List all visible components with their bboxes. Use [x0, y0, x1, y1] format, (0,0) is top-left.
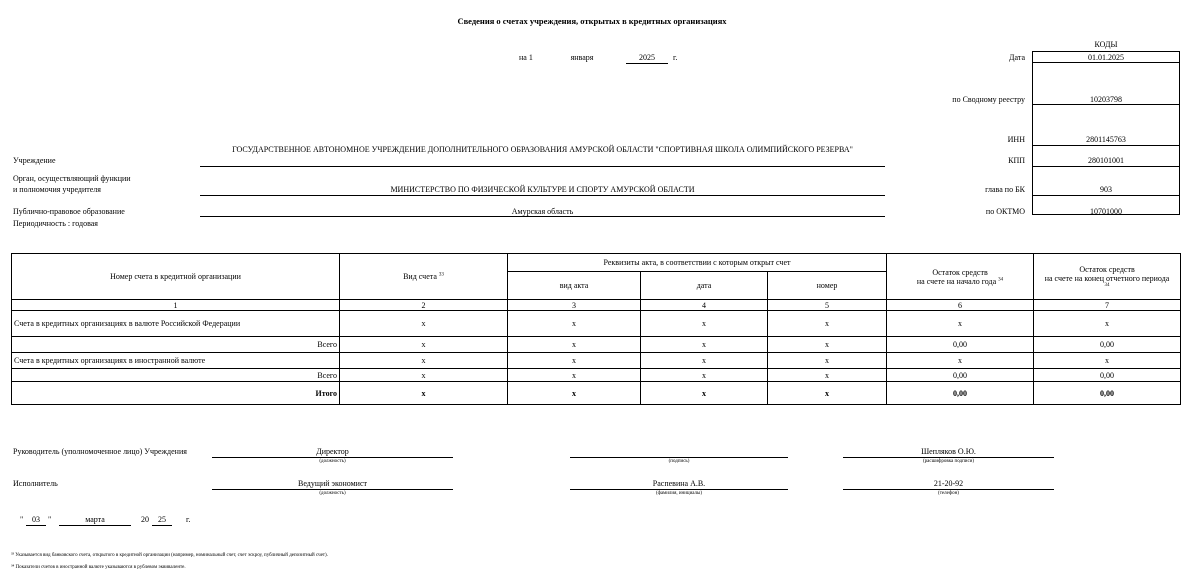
codes-divider	[1032, 166, 1180, 167]
head-position-line	[212, 457, 453, 458]
executor-label: Исполнитель	[13, 479, 58, 488]
executor-position-caption: (должность)	[319, 491, 346, 496]
cell: x	[1034, 353, 1181, 369]
table-row	[12, 337, 1181, 353]
sign-date-quote-close: "	[48, 515, 52, 524]
row-label: Всего	[12, 369, 340, 382]
code-date-label: Дата	[1009, 53, 1025, 62]
head-name-line	[843, 457, 1054, 458]
row-label: Счета в кредитных организациях в валюте Российской Федерации	[12, 311, 340, 337]
cell: x	[508, 382, 641, 405]
organ-value: МИНИСТЕРСТВО ПО ФИЗИЧЕСКОЙ КУЛЬТУРЕ И СПОРТУ АМУРСКОЙ ОБЛАСТИ	[390, 185, 695, 194]
cell: 0,00	[1034, 337, 1181, 353]
ppo-underline	[200, 216, 885, 217]
header-requisites: Реквизиты акта, в соответствии с которым открыт счет	[508, 254, 887, 272]
executor-position: Ведущий экономист	[297, 479, 367, 488]
row-label: Счета в кредитных организациях в иностранной валюте	[12, 353, 340, 369]
cell: x	[1034, 311, 1181, 337]
cell: x	[340, 337, 508, 353]
cell: x	[768, 353, 887, 369]
codes-divider	[1032, 62, 1180, 63]
organ-label-line2: и полномочия учредителя	[13, 185, 101, 194]
sign-date-suffix: г.	[186, 515, 191, 524]
executor-name-caption: (фамилия, инициалы)	[655, 491, 703, 496]
cell: x	[641, 382, 768, 405]
col-num: 2	[340, 300, 508, 311]
cell: x	[768, 311, 887, 337]
sign-date-day: 03	[32, 515, 40, 524]
cell: x	[340, 369, 508, 382]
table-row	[12, 311, 1181, 337]
executor-name-line	[570, 489, 788, 490]
cell: x	[340, 311, 508, 337]
code-kpp-value: 280101001	[1088, 156, 1124, 165]
sign-date-day-line	[26, 525, 46, 526]
date-month: января	[570, 53, 594, 62]
executor-phone: 21-20-92	[933, 479, 964, 488]
cell: x	[641, 337, 768, 353]
head-name: Шепляков О.Ю.	[921, 447, 976, 456]
sign-date-century: 20	[141, 515, 149, 524]
header-account: Номер счета в кредитной организации	[12, 254, 340, 300]
header-begin-balance: Остаток средств на счете на начало года $^{34}$	[887, 254, 1034, 300]
cell: x	[887, 311, 1034, 337]
sign-date-year: 25	[158, 515, 166, 524]
code-inn-value: 2801145763	[1086, 135, 1126, 144]
cell: x	[641, 311, 768, 337]
table-row	[12, 369, 1181, 382]
code-bk-value: 903	[1100, 185, 1112, 194]
cell: x	[641, 353, 768, 369]
report-title: Сведения о счетах учреждения, открытых в кредитных организациях	[457, 16, 727, 26]
cell: x	[508, 353, 641, 369]
cell: x	[641, 369, 768, 382]
cell: x	[340, 353, 508, 369]
institution-value: ГОСУДАРСТВЕННОЕ АВТОНОМНОЕ УЧРЕЖДЕНИЕ ДОПОЛНИТЕЛЬНОГО ОБРАЗОВАНИЯ АМУРСКОЙ ОБЛАСТИ "СПОРТИВНАЯ ШКОЛА ОЛИМПИЙСКОГО РЕЗЕРВА"	[232, 145, 853, 154]
code-date-value: 01.01.2025	[1088, 53, 1124, 62]
codes-divider	[1032, 104, 1180, 105]
sign-date-month-line	[59, 525, 131, 526]
code-oktmo-label: по ОКТМО	[985, 207, 1025, 216]
accounts-table	[11, 253, 1181, 405]
codes-header: КОДЫ	[1094, 40, 1118, 49]
footnote-34: ³⁴ Показатели счетов в иностранной валюте указываются в рублевом эквиваленте.	[11, 565, 186, 570]
header-act-number: номер	[768, 272, 887, 300]
cell: x	[340, 382, 508, 405]
col-num: 6	[887, 300, 1034, 311]
periodicity: Периодичность : годовая	[13, 219, 98, 228]
footnote-33: ³³ Указывается вид банковского счета, открытого в кредитной организации (например, номинальный счет, счет эскроу, публичный депозитный счет).	[11, 553, 328, 558]
col-num: 1	[12, 300, 340, 311]
col-num: 7	[1034, 300, 1181, 311]
date-prefix: на 1	[519, 53, 533, 62]
cell: 0,00	[887, 369, 1034, 382]
table-row-total	[12, 382, 1181, 405]
row-label: Итого	[12, 382, 340, 405]
institution-underline	[200, 166, 885, 167]
table-row	[12, 353, 1181, 369]
head-signature-line	[570, 457, 788, 458]
code-bk-label: глава по БК	[985, 185, 1025, 194]
institution-label: Учреждение	[13, 156, 56, 165]
codes-divider	[1032, 195, 1180, 196]
head-label: Руководитель (уполномоченное лицо) Учреждения	[13, 447, 187, 456]
head-position-caption: (должность)	[319, 459, 346, 464]
head-signature-caption: (подпись)	[668, 459, 690, 464]
cell: 0,00	[887, 337, 1034, 353]
date-year: 2025	[639, 53, 655, 62]
cell: x	[508, 337, 641, 353]
codes-divider	[1032, 145, 1180, 146]
sign-date-quote-open: "	[20, 515, 24, 524]
code-oktmo-value: 10701000	[1090, 207, 1122, 216]
executor-phone-line	[843, 489, 1054, 490]
executor-position-line	[212, 489, 453, 490]
cell: 0,00	[887, 382, 1034, 405]
row-label: Всего	[12, 337, 340, 353]
header-end-balance: Остаток средств на счете на конец отчетного периода 34	[1034, 254, 1181, 300]
header-account-type: Вид счета $^{33}$	[340, 254, 508, 300]
code-kpp-label: КПП	[1008, 156, 1025, 165]
header-act-type: вид акта	[508, 272, 641, 300]
head-position: Директор	[316, 447, 349, 456]
cell: x	[768, 382, 887, 405]
cell: 0,00	[1034, 369, 1181, 382]
executor-name: Распевина А.В.	[652, 479, 706, 488]
date-year-underline	[626, 63, 668, 64]
organ-underline	[200, 195, 885, 196]
cell: x	[508, 311, 641, 337]
header-act-date: дата	[641, 272, 768, 300]
ppo-value: Амурская область	[511, 207, 574, 216]
col-num: 4	[641, 300, 768, 311]
sign-date-month: марта	[85, 515, 105, 524]
code-registry-value: 10203798	[1090, 95, 1122, 104]
cell: x	[887, 353, 1034, 369]
head-name-caption: (расшифровка подписи)	[922, 459, 975, 464]
col-num: 3	[508, 300, 641, 311]
col-num: 5	[768, 300, 887, 311]
cell: x	[768, 337, 887, 353]
executor-phone-caption: (телефон)	[938, 491, 959, 496]
code-registry-label: по Сводному реестру	[952, 95, 1025, 104]
date-suffix: г.	[673, 53, 678, 62]
cell: 0,00	[1034, 382, 1181, 405]
sign-date-year-line	[152, 525, 172, 526]
organ-label-line1: Орган, осуществляющий функции	[13, 174, 131, 183]
code-inn-label: ИНН	[1007, 135, 1025, 144]
cell: x	[508, 369, 641, 382]
cell: x	[768, 369, 887, 382]
ppo-label: Публично-правовое образование	[13, 207, 125, 216]
